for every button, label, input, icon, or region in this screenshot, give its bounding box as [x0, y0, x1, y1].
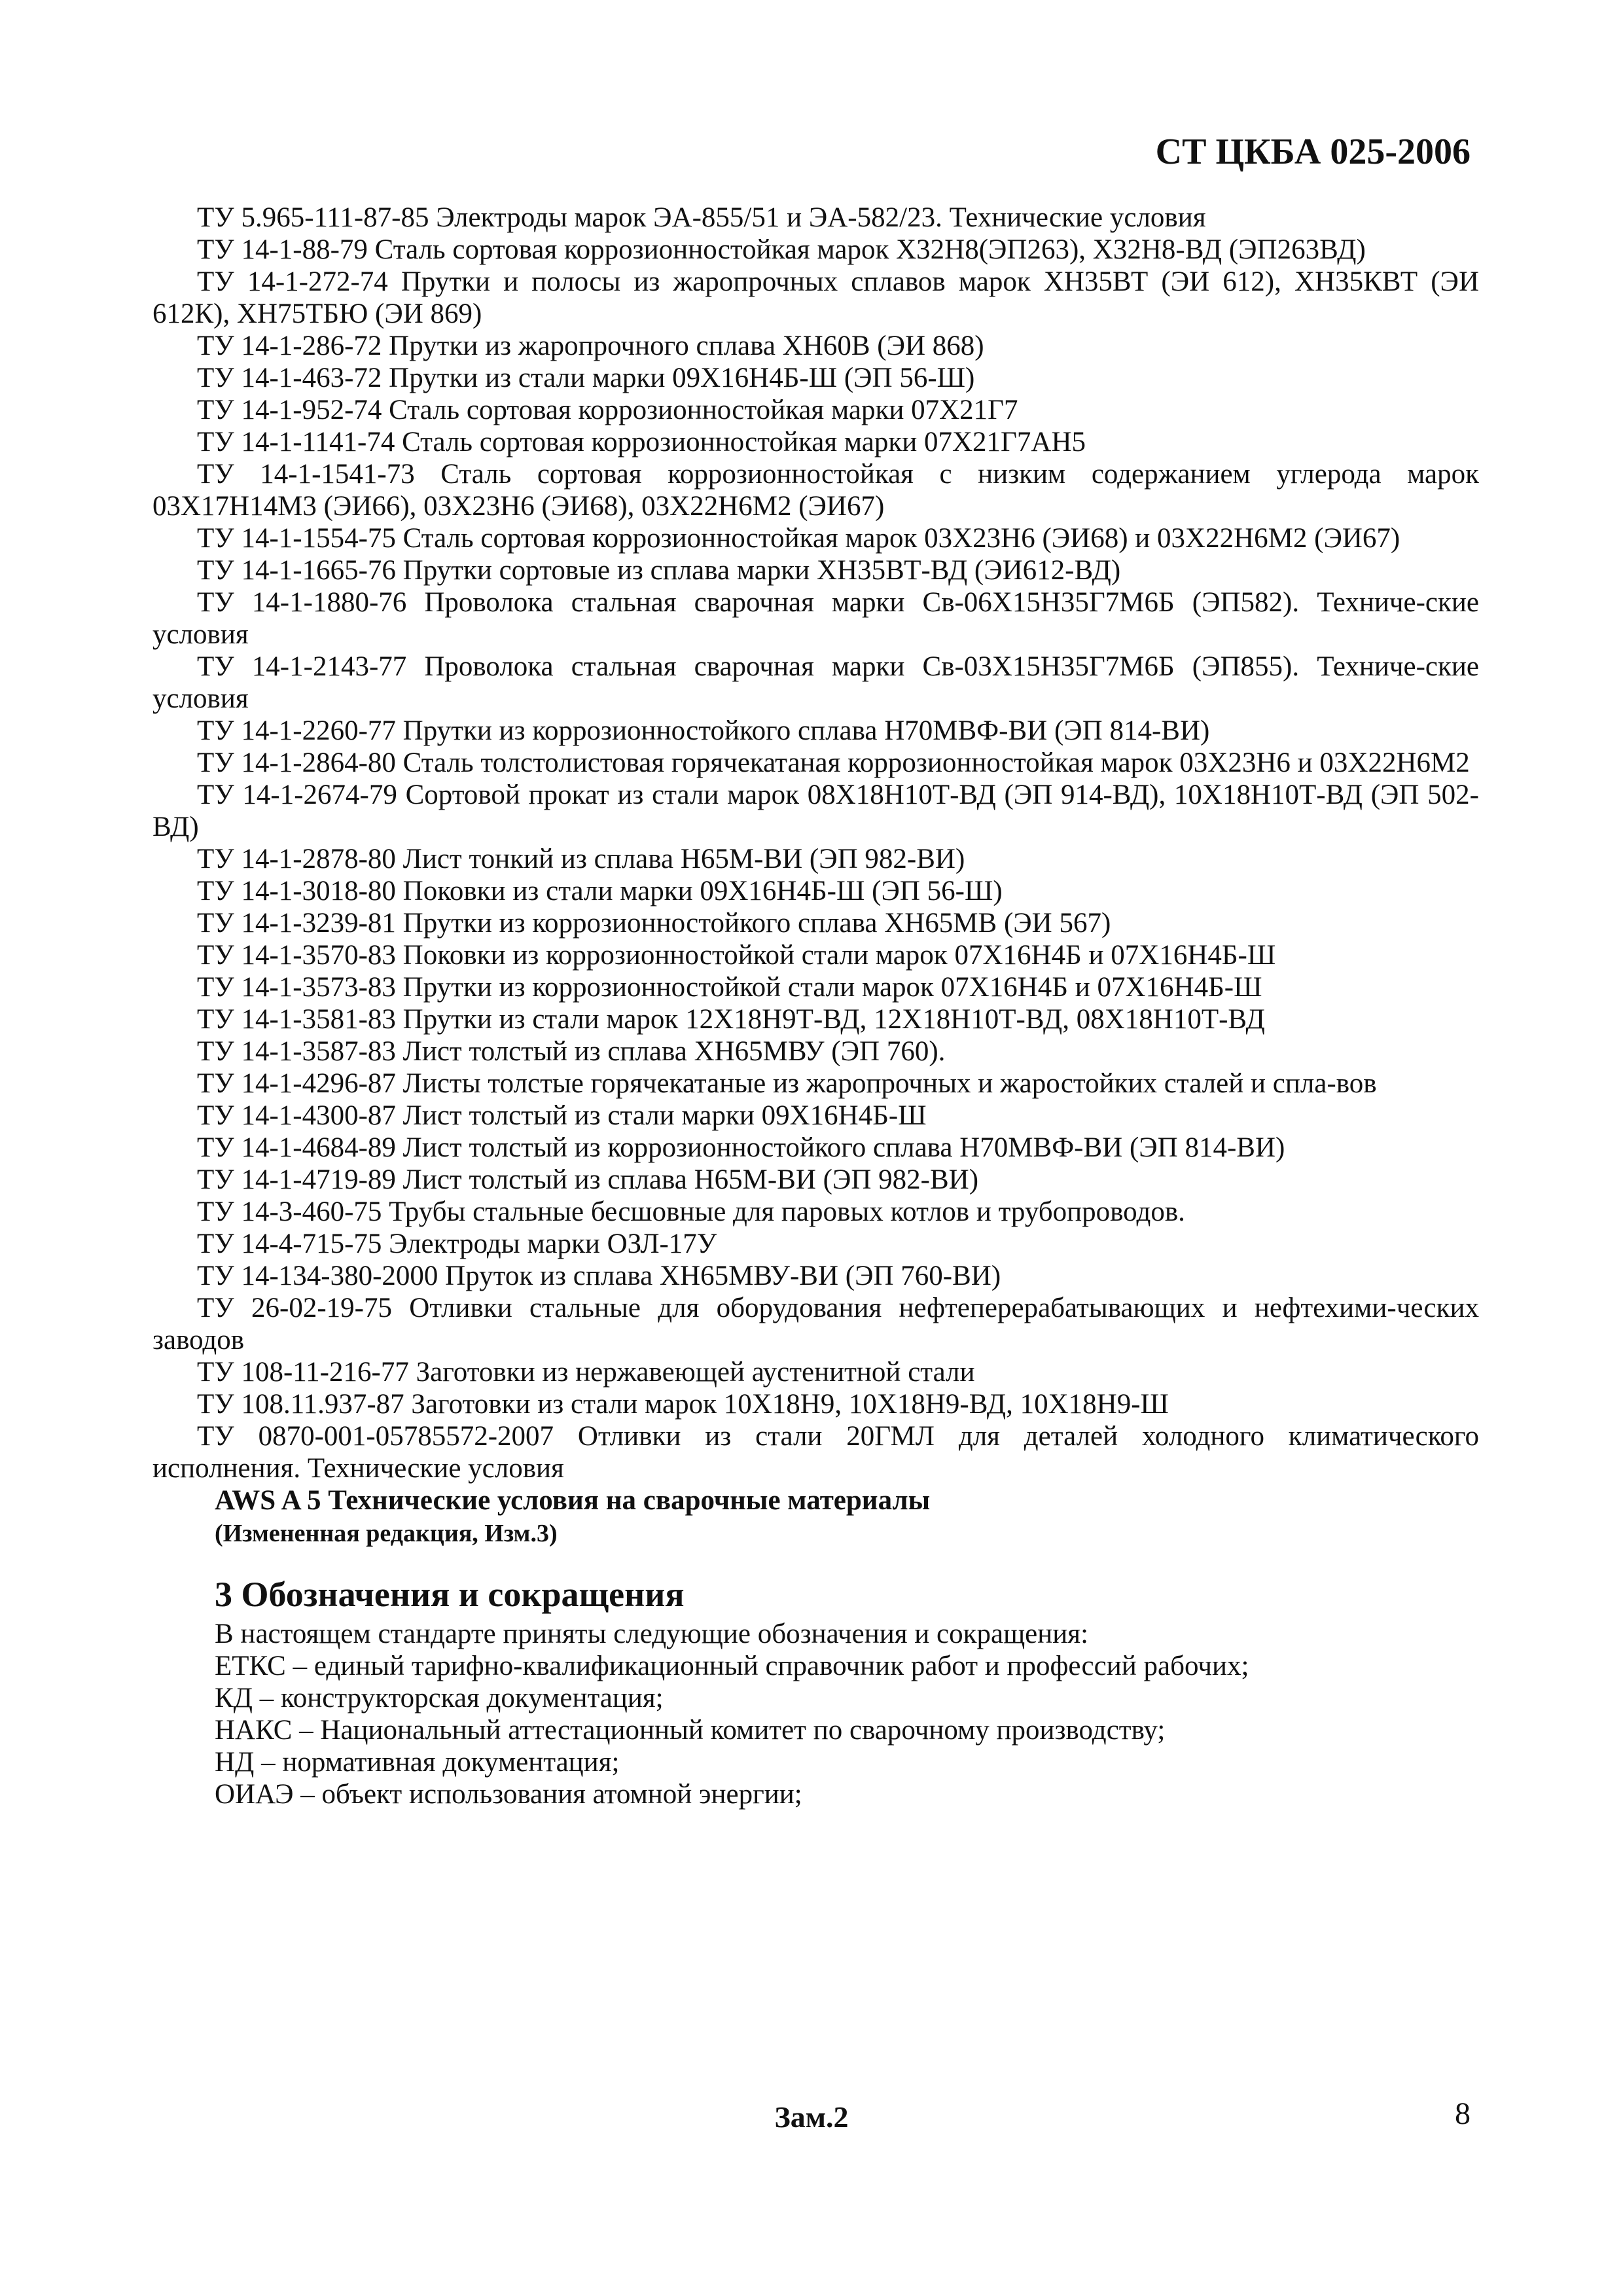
reference-item: ТУ 14-1-1665-76 Прутки сортовые из сплава марки ХН35ВТ-ВД (ЭИ612-ВД) [197, 555, 1121, 586]
abbreviation-item: ОИАЭ – объект использования атомной энергии; [215, 1779, 802, 1810]
reference-item: ТУ 14-1-463-72 Прутки из стали марки 09Х16Н4Б-Ш (ЭП 56-Ш) [197, 363, 975, 393]
reference-item: ТУ 14-1-4684-89 Лист толстый из коррозионностойкого сплава Н70МВФ-ВИ (ЭП 814-ВИ) [197, 1132, 1285, 1163]
reference-item: ТУ 0870-001-05785572-2007 Отливки из стали 20ГМЛ для деталей холодного климатического исполнения. Технические условия [152, 1421, 1479, 1484]
aws-note-title: AWS A 5 Технические условия на сварочные материалы [215, 1485, 931, 1516]
reference-item: ТУ 14-1-3587-83 Лист толстый из сплава ХН65МВУ (ЭП 760). [197, 1036, 946, 1067]
reference-item: ТУ 14-1-1141-74 Сталь сортовая коррозионностойкая марки 07Х21Г7АН5 [197, 427, 1086, 457]
change-mark: Зам.2 [774, 2100, 849, 2134]
reference-item: ТУ 14-1-952-74 Сталь сортовая коррозионностойкая марки 07Х21Г7 [197, 395, 1018, 425]
reference-item: ТУ 108-11-216-77 Заготовки из нержавеющей аустенитной стали [197, 1357, 975, 1388]
abbreviation-item: ЕТКС – единый тарифно-квалификационный справочник работ и профессий рабочих; [215, 1651, 1249, 1681]
section-heading: 3 Обозначения и сокращения [215, 1575, 685, 1614]
reference-item: ТУ 14-1-2864-80 Сталь толстолистовая горячекатаная коррозионностойкая марок 03Х23Н6 и 03Х22Н6М2 [197, 747, 1470, 778]
reference-item: ТУ 26-02-19-75 Отливки стальные для оборудования нефтеперерабатывающих и нефтехими-ческих заводов [152, 1293, 1479, 1355]
reference-item: ТУ 14-1-272-74 Прутки и полосы из жаропрочных сплавов марок ХН35ВТ (ЭИ 612), ХН35КВТ (ЭИ 612К), ХН75ТБЮ (ЭИ 869) [152, 266, 1479, 329]
abbreviation-item: КД – конструкторская документация; [215, 1683, 664, 1713]
reference-item: ТУ 14-1-88-79 Сталь сортовая коррозионностойкая марок Х32Н8(ЭП263), Х32Н8-ВД (ЭП263ВД) [197, 234, 1366, 265]
reference-item: ТУ 14-1-2143-77 Проволока стальная сварочная марки Св-03Х15Н35Г7М6Б (ЭП855). Техниче-ские условия [152, 651, 1479, 714]
reference-item: ТУ 14-1-286-72 Прутки из жаропрочного сплава ХН60В (ЭИ 868) [197, 331, 984, 361]
reference-item: ТУ 14-1-1541-73 Сталь сортовая коррозионностойкая с низким содержанием углерода марок 03Х17Н14М3 (ЭИ66), 03Х23Н6 (ЭИ68), 03Х22Н6М2 (ЭИ67) [152, 459, 1479, 522]
reference-item: ТУ 14-134-380-2000 Пруток из сплава ХН65МВУ-ВИ (ЭП 760-ВИ) [197, 1261, 1001, 1291]
reference-item: ТУ 14-1-4719-89 Лист толстый из сплава Н65М-ВИ (ЭП 982-ВИ) [197, 1164, 979, 1195]
reference-item: ТУ 14-1-1554-75 Сталь сортовая коррозионностойкая марок 03Х23Н6 (ЭИ68) и 03Х22Н6М2 (ЭИ67) [197, 523, 1400, 554]
reference-item: ТУ 14-4-715-75 Электроды марки ОЗЛ-17У [197, 1229, 717, 1259]
reference-item: ТУ 14-1-4296-87 Листы толстые горячекатаные из жаропрочных и жаростойких сталей и спла-вов [197, 1068, 1377, 1099]
document-code: СТ ЦКБА 025-2006 [1155, 132, 1471, 172]
abbreviation-item: НД – нормативная документация; [215, 1747, 620, 1778]
reference-item: ТУ 14-1-2674-79 Сортовой прокат из стали марок 08Х18Н10Т-ВД (ЭП 914-ВД), 10Х18Н10Т-ВД (ЭП 502-ВД) [152, 780, 1479, 842]
aws-note-revision [152, 1516, 1479, 1550]
page-number: 8 [1455, 2096, 1471, 2131]
revision-text: (Измененная редакция, Изм.3) [215, 1520, 558, 1547]
reference-item: ТУ 14-1-1880-76 Проволока стальная сварочная марки Св-06Х15Н35Г7М6Б (ЭП582). Техниче-ские условия [152, 587, 1479, 650]
reference-item: ТУ 14-1-3018-80 Поковки из стали марки 09Х16Н4Б-Ш (ЭП 56-Ш) [197, 876, 1003, 906]
abbreviation-item: НАКС – Национальный аттестационный комитет по сварочному производству; [215, 1715, 1166, 1746]
reference-item: ТУ 5.965-111-87-85 Электроды марок ЭА-855/51 и ЭА-582/23. Технические условия [197, 202, 1206, 233]
reference-item: ТУ 108.11.937-87 Заготовки из стали марок 10Х18Н9, 10Х18Н9-ВД, 10Х18Н9-Ш [197, 1389, 1169, 1420]
section-intro: В настоящем стандарте приняты следующие обозначения и сокращения: [215, 1619, 1089, 1649]
reference-item: ТУ 14-1-3570-83 Поковки из коррозионностойкой стали марок 07Х16Н4Б и 07Х16Н4Б-Ш [197, 940, 1276, 971]
reference-item: ТУ 14-3-460-75 Трубы стальные бесшовные для паровых котлов и трубопроводов. [197, 1196, 1185, 1227]
reference-item: ТУ 14-1-3239-81 Прутки из коррозионностойкого сплава ХН65МВ (ЭИ 567) [197, 908, 1111, 939]
reference-item: ТУ 14-1-4300-87 Лист толстый из стали марки 09Х16Н4Б-Ш [197, 1100, 927, 1131]
reference-item: ТУ 14-1-3581-83 Прутки из стали марок 12Х18Н9Т-ВД, 12Х18Н10Т-ВД, 08Х18Н10Т-ВД [197, 1004, 1265, 1035]
reference-item: ТУ 14-1-2260-77 Прутки из коррозионностойкого сплава Н70МВФ-ВИ (ЭП 814-ВИ) [197, 715, 1210, 746]
document-body [152, 202, 1479, 1810]
reference-item: ТУ 14-1-2878-80 Лист тонкий из сплава Н65М-ВИ (ЭП 982-ВИ) [197, 844, 965, 874]
reference-item: ТУ 14-1-3573-83 Прутки из коррозионностойкой стали марок 07Х16Н4Б и 07Х16Н4Б-Ш [197, 972, 1262, 1003]
